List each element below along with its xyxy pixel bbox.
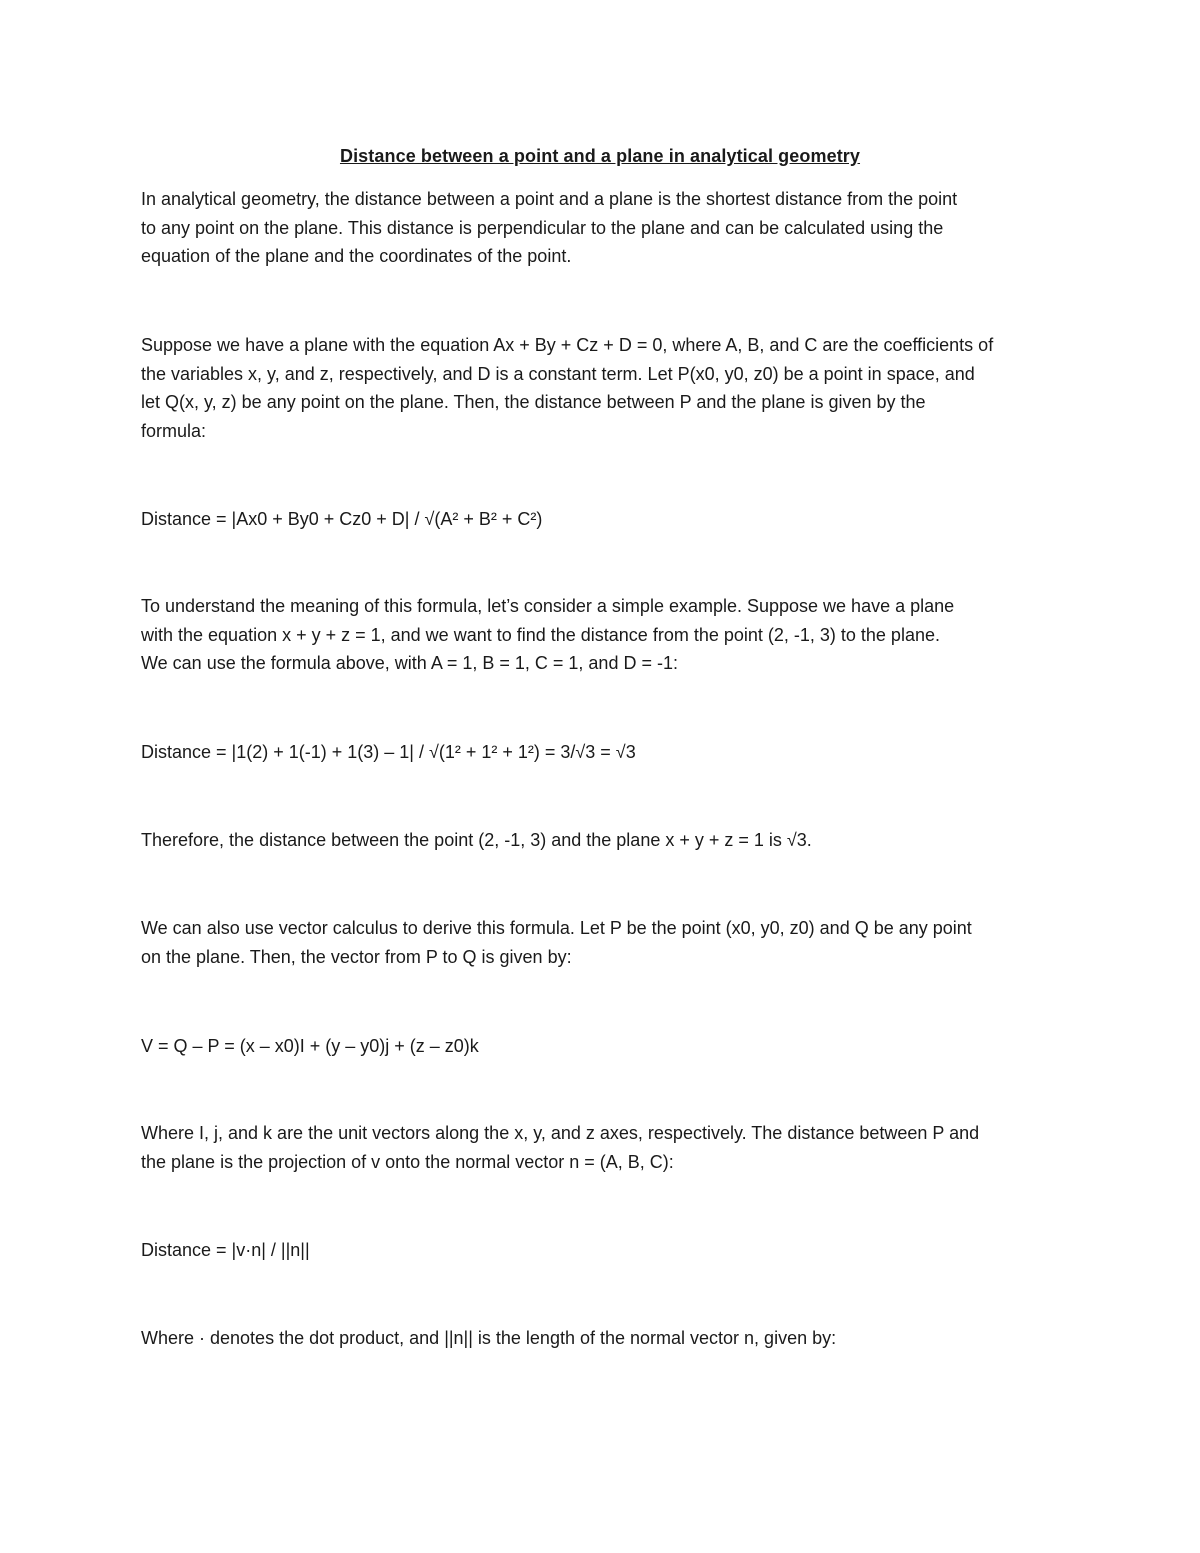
formula-example (141, 738, 1071, 767)
text-line: equation of the plane and the coordinates of the point. (141, 246, 572, 266)
text-line: on the plane. Then, the vector from P to Q is given by: (141, 946, 572, 967)
text-line: We can also use vector calculus to derive this formula. Let P be the point (x0, y0, z0) and Q be any point (141, 918, 972, 938)
paragraph-vector-intro (141, 914, 1071, 971)
text-line: formula: (141, 420, 207, 441)
text-line: Suppose we have a plane with the equation Ax + By + Cz + D = 0, where A, B, and C are the coefficients of (141, 335, 994, 355)
document-title: Distance between a point and a plane in analytical geometry (339, 146, 861, 166)
formula-line: Distance = |v·n| / ||n|| (141, 1240, 310, 1260)
paragraph-intro (141, 185, 1071, 271)
paragraph-unit-vectors (141, 1119, 1071, 1176)
formula-line: V = Q – P = (x – x0)I + (y – y0)j + (z – z0)k (141, 1036, 479, 1056)
formula-projection (141, 1236, 1071, 1265)
text-line: To understand the meaning of this formula, let’s consider a simple example. Suppose we have a plane (141, 596, 955, 616)
formula-line: Distance = |Ax0 + By0 + Cz0 + D| / √(A² + B² + C²) (141, 509, 543, 529)
paragraph-example (141, 592, 1071, 678)
text-line: Therefore, the distance between the point (2, -1, 3) and the plane x + y + z = 1 is √3. (141, 830, 812, 850)
formula-line: Distance = |1(2) + 1(-1) + 1(3) – 1| / √(1² + 1² + 1²) = 3/√3 = √3 (141, 742, 636, 762)
text-line: the variables x, y, and z, respectively, and D is a constant term. Let P(x0, y0, z0) be a point in space, and (141, 363, 975, 384)
text-line: let Q(x, y, z) be any point on the plane. Then, the distance between P and the plane is given by the (141, 392, 926, 412)
text-line: to any point on the plane. This distance is perpendicular to the plane and can be calculated using the (141, 217, 944, 238)
text-line: We can use the formula above, with A = 1, B = 1, C = 1, and D = -1: (141, 653, 678, 673)
text-line: In analytical geometry, the distance between a point and a plane is the shortest distance from the point (141, 189, 958, 209)
text-line: Where I, j, and k are the unit vectors along the x, y, and z axes, respectively. The distance between P and (141, 1123, 980, 1143)
text-line: Where · denotes the dot product, and ||n|| is the length of the normal vector n, given by: (141, 1328, 837, 1348)
paragraph-conclusion (141, 826, 1071, 855)
formula-distance (141, 505, 1071, 534)
paragraph-plane-equation (141, 331, 1071, 445)
text-line: with the equation x + y + z = 1, and we want to find the distance from the point (2, -1, 3) to the plane. (141, 624, 940, 645)
paragraph-dot-product (141, 1324, 1071, 1353)
formula-vector (141, 1032, 1071, 1061)
text-line: the plane is the projection of v onto the normal vector n = (A, B, C): (141, 1151, 674, 1172)
